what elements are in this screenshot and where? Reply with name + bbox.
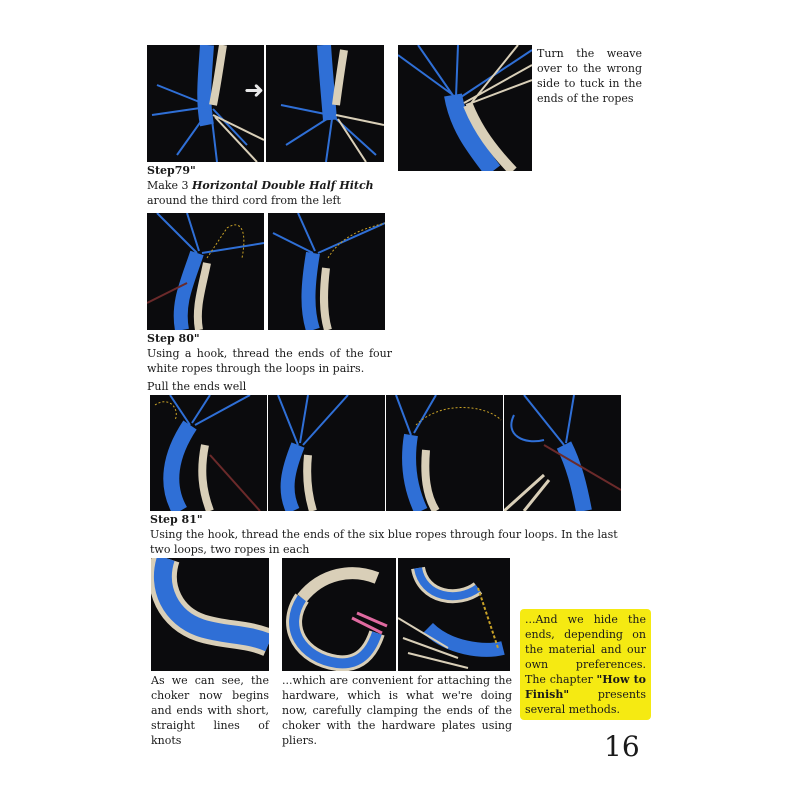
step79-text-pre: Make 3 [147,179,192,192]
choker-photo-3 [398,558,510,671]
choker-photo-1 [151,558,269,671]
step81-photo-2 [268,395,385,511]
step81-title: Step 81" [150,513,203,526]
step81-caption [150,512,622,557]
step80-title: Step 80" [147,332,200,345]
step79-photo-2 [266,45,384,162]
step80-text: Using a hook, thread the ends of the four white ropes through the loops in pairs. [147,347,392,375]
step79-text [147,178,387,208]
step81-photo-3 [386,395,503,511]
finish-note-link: "How to Finish" [525,673,646,701]
step81-photo-1 [150,395,267,511]
choker-caption-mid: ...which are convenient for attaching the hardware, which is what we're doing now, carefully clamping the ends of the choker with the hardware plates using pliers. [282,674,512,747]
step81-text: Using the hook, thread the ends of the six blue ropes through four loops. In the last two loops, two ropes in each [150,528,618,556]
step79-title: Step79" [147,164,196,177]
step79-side-note: Turn the weave over to the wrong side to tuck in the ends of the ropes [537,47,642,105]
finish-note [520,609,651,720]
step79-caption [147,163,387,208]
choker-caption-left: As we can see, the choker now begins and ends with short, straight lines of knots [151,674,269,747]
finish-note-post: presents several methods. [525,688,646,716]
step80-photo-2 [268,213,385,330]
step80-photo-1 [147,213,264,330]
step79-photo-3 [398,45,532,171]
finish-note-pre: ...And we hide the ends, depending on the material and our own preferences. The chapter [525,613,646,686]
step80-caption [147,331,392,394]
step81-photo-4 [504,395,621,511]
page-number: 16 [604,730,640,763]
arrow-right-icon: ➜ [244,76,265,104]
step79-text-post: around the third cord from the left [147,194,341,207]
choker-photo-2 [282,558,396,671]
step79-text-em: Horizontal Double Half Hitch [192,179,374,192]
step80-text2: Pull the ends well [147,380,247,393]
